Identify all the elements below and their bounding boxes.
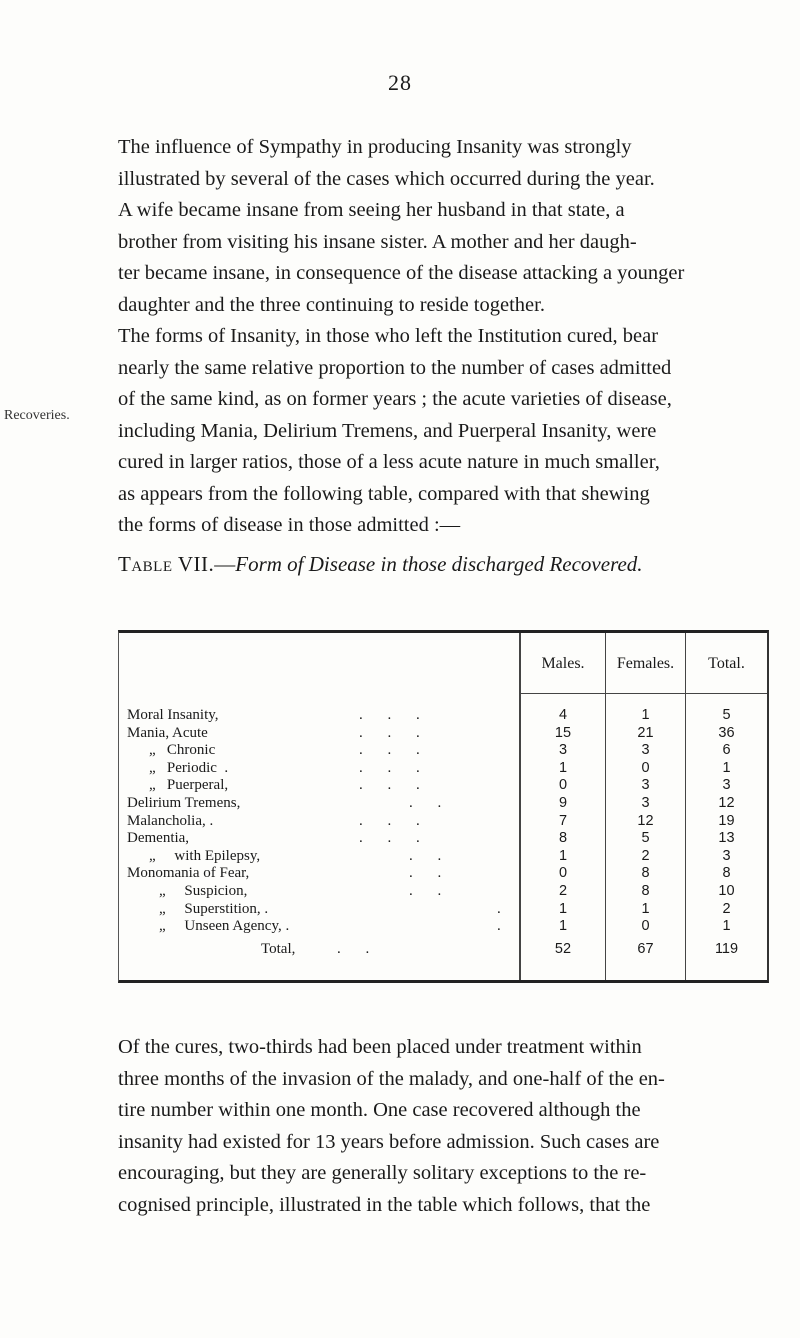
cell-total: 36: [718, 724, 735, 741]
total-females: 67: [637, 941, 654, 957]
cell-total: 8: [722, 865, 731, 882]
leader-dots: . .: [409, 847, 443, 864]
text-line: including Mania, Delirium Tremens, and Puerperal Insanity, were: [118, 419, 657, 442]
row-label: „ Puerperal,: [149, 777, 229, 794]
table-row: [119, 901, 767, 919]
text-line: as appears from the following table, compared with that shewing: [118, 482, 650, 505]
cell-females: 3: [641, 742, 650, 759]
text-line: tire number within one month. One case recovered although the: [118, 1099, 641, 1121]
table-title: Form of Disease in those discharged Recovered.: [235, 552, 643, 576]
text-line: The forms of Insanity, in those who left the Institution cured, bear: [118, 325, 659, 347]
cell-total: 3: [722, 847, 731, 864]
text-line: cured in larger ratios, those of a less acute nature in much smaller,: [118, 451, 660, 473]
cell-females: 5: [641, 830, 650, 847]
cell-females: 21: [637, 724, 654, 741]
leader-dots: . . .: [359, 742, 421, 759]
cell-total: 19: [718, 812, 735, 829]
table-row: [119, 848, 767, 866]
cell-males: 1: [558, 759, 568, 776]
leader-dots: . . .: [359, 759, 421, 776]
cell-males: 8: [558, 830, 568, 847]
table-number: Table VII.: [118, 552, 215, 576]
header-females: Females.: [616, 655, 675, 672]
leader-dots: . . .: [359, 812, 421, 829]
cell-males: 1: [558, 918, 568, 935]
paragraph-1: [118, 132, 770, 542]
row-label: „ Suspicion,: [159, 883, 248, 899]
cell-females: 2: [641, 847, 650, 864]
cell-females: 8: [641, 865, 650, 882]
margin-note: Recoveries.: [4, 408, 70, 423]
cell-total: 1: [722, 759, 731, 776]
cell-males: 1: [558, 900, 568, 917]
total-total: 119: [714, 941, 739, 957]
cell-total: 3: [722, 777, 731, 794]
table-row: [119, 707, 767, 725]
cell-females: 1: [641, 900, 650, 917]
caption-dash: —: [214, 552, 236, 576]
leader-dots: . . .: [359, 830, 421, 847]
text-line: daughter and the three continuing to reside together.: [118, 293, 545, 316]
leader-dots: . . .: [359, 724, 421, 741]
cell-total: 1: [722, 918, 731, 935]
table-row: [119, 918, 767, 936]
cell-females: 8: [641, 883, 650, 899]
row-label: „ Unseen Agency, .: [159, 918, 290, 935]
table-row: [119, 813, 767, 831]
total-row: [119, 941, 767, 959]
cell-females: 12: [637, 812, 654, 829]
cell-males: 0: [558, 777, 568, 794]
text-line: cognised principle, illustrated in the table which follows, that the: [118, 1193, 651, 1216]
cell-males: 3: [558, 742, 568, 759]
text-line: insanity had existed for 13 years before admission. Such cases are: [118, 1130, 660, 1153]
row-label: „ with Epilepsy,: [149, 847, 261, 864]
row-label: Malancholia, .: [127, 812, 214, 829]
cell-total: 10: [718, 883, 735, 899]
cell-females: 3: [641, 795, 650, 811]
cell-males: 7: [558, 812, 568, 829]
cell-total: 2: [722, 900, 731, 917]
leader-dots: . .: [409, 883, 443, 899]
cell-males: 9: [558, 795, 568, 811]
disease-table: [118, 630, 769, 983]
text-line: ter became insane, in consequence of the disease attacking a younger: [118, 262, 685, 284]
cell-females: 0: [641, 759, 650, 776]
paragraph-2: [118, 1032, 770, 1221]
page-number: 28: [388, 70, 412, 95]
row-label: Delirium Tremens,: [127, 795, 241, 811]
row-label: Dementia,: [127, 830, 190, 847]
text-line: three months of the invasion of the malady, and one-half of the en-: [118, 1067, 665, 1090]
header-males: Males.: [541, 655, 585, 672]
text-line: brother from visiting his insane sister. A mother and her daugh-: [118, 230, 637, 253]
text-line: the forms of disease in those admitted :—: [118, 514, 461, 536]
leader-dots: . . .: [359, 777, 421, 794]
leader-dots: . .: [337, 941, 371, 957]
table-row: [119, 865, 767, 883]
cell-total: 12: [718, 795, 735, 811]
table-row: [119, 883, 767, 901]
row-label: „ Periodic .: [149, 759, 229, 776]
table-row: [119, 795, 767, 813]
cell-total: 13: [718, 830, 735, 847]
cell-males: 4: [558, 707, 568, 723]
cell-males: 0: [558, 865, 568, 882]
cell-total: 6: [722, 742, 731, 759]
total-label: Total,: [261, 941, 296, 957]
cell-males: 1: [558, 847, 568, 864]
text-line: illustrated by several of the cases which occurred during the year.: [118, 167, 655, 190]
leader-dots: . .: [409, 795, 443, 811]
text-line: Of the cures, two-thirds had been placed under treatment within: [118, 1036, 642, 1058]
cell-females: 3: [641, 777, 650, 794]
table-row: [119, 742, 767, 760]
cell-total: 5: [722, 707, 731, 723]
total-males: 52: [554, 941, 572, 957]
text-line: encouraging, but they are generally solitary exceptions to the re-: [118, 1162, 647, 1184]
row-label: Moral Insanity,: [127, 707, 219, 723]
leader-dots: .: [497, 918, 502, 935]
text-line: The influence of Sympathy in producing Insanity was strongly: [118, 136, 632, 158]
row-label: „ Superstition, .: [159, 900, 269, 917]
leader-dots: . .: [409, 865, 443, 882]
table-row: [119, 760, 767, 778]
cell-males: 2: [558, 883, 568, 899]
header-divider: [519, 693, 767, 694]
table-row: [119, 725, 767, 743]
cell-females: 1: [641, 707, 650, 723]
header-total: Total.: [708, 655, 745, 672]
text-line: of the same kind, as on former years ; the acute varieties of disease,: [118, 388, 672, 410]
text-line: nearly the same relative proportion to the number of cases admitted: [118, 356, 672, 379]
cell-males: 15: [554, 724, 572, 741]
cell-females: 0: [641, 918, 650, 935]
leader-dots: . . .: [359, 707, 421, 723]
row-label: Monomania of Fear,: [127, 865, 250, 882]
leader-dots: .: [497, 900, 502, 917]
text-line: A wife became insane from seeing her husband in that state, a: [118, 199, 625, 221]
table-row: [119, 830, 767, 848]
row-label: Mania, Acute: [127, 724, 208, 741]
table-caption: [118, 552, 770, 577]
table-row: [119, 777, 767, 795]
row-label: „ Chronic: [149, 742, 216, 759]
